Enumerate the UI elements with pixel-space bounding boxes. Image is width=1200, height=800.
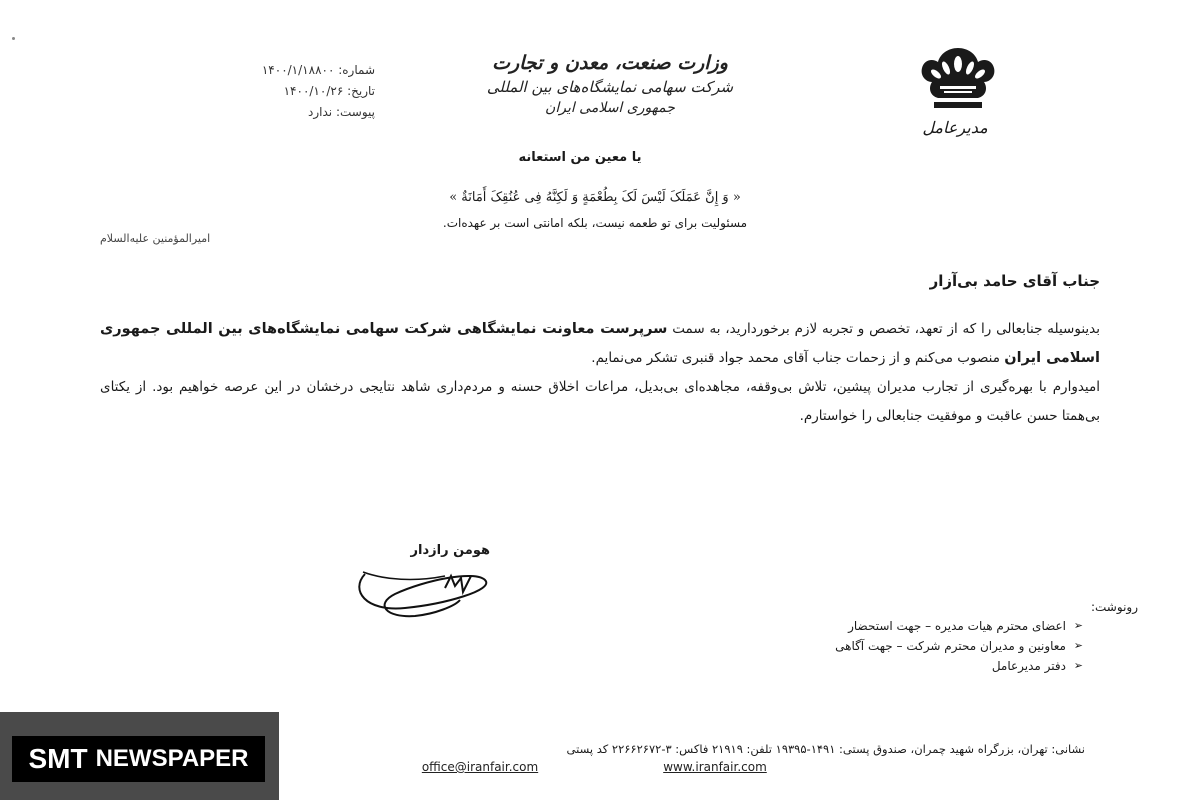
signature-icon [345,560,510,620]
quote-arabic: « وَ إِنَّ عَمَلَکَ لَیْسَ لَکَ بِطُعْمَةٍ وَ لَکِنَّهُ فِی عُنُقِکَ أَمَانَةٌ » [449,190,741,205]
footer-address: نشانی: تهران، بزرگراه شهید چمران، صندوق پستی: ۱۴۹۱-۱۹۳۹۵ تلفن: ۲۱۹۱۹ فاکس: ۳-۲۲۶۶۲۶۷۲ کد پستی [566,742,1085,756]
arrow-icon: ➢ [1073,639,1083,652]
brand-smt: SMT [28,743,88,774]
body-paragraph-2: امیدوارم با بهره‌گیری از تجارب مدیران پیشین، تلاش بی‌وقفه، مجاهده‌ای بی‌بدیل، مراعات اخلاق حسنه و مردم‌داری شاهد نتایجی درخشان در این عرصه خواهیم بود. از یکتای بی‌همتا حسن عاقبت و موفقیت جنابعالی را خواستارم. [100,379,1100,424]
cc-item-text: اعضای محترم هیات مدیره – جهت استحضار [848,619,1066,633]
cc-title: رونوشت: [1090,600,1138,614]
signer-name: هومن رازدار [410,543,490,558]
letterhead [440,52,780,116]
letter-date: تاریخ: ۱۴۰۰/۱۰/۲۶ [283,84,375,98]
brand-logo [12,736,265,782]
country-name: جمهوری اسلامی ایران [545,100,675,116]
ministry-name: وزارت صنعت، معدن و تجارت [492,52,728,74]
footer-email[interactable]: office@iranfair.com [421,760,539,774]
salutation: جناب آقای حامد بی‌آزار [929,272,1100,290]
arrow-icon: ➢ [1073,619,1083,632]
company-name: شرکت سهامی نمایشگاه‌های بین المللی [486,78,734,96]
body-p1-end: منصوب می‌کنم و از زحمات جناب آقای محمد جواد قنبری تشکر می‌نمایم. [591,350,1005,366]
letter-number: شماره: ۱۴۰۰/۱/۱۸۸۰۰ [261,63,375,77]
body-p1-appointment: سرپرست معاونت نمایشگاهی شرکت سهامی نمایشگاه‌های بین المللی جمهوری اسلامی ایران [100,321,1100,366]
arrow-icon: ➢ [1073,659,1083,672]
cc-item [700,636,1138,656]
cc-item [700,656,1138,676]
cc-item [700,616,1138,636]
body-p1-start: بدینوسیله جنابعالی را که از تعهد، تخصص و تجربه لازم برخوردارید، به سمت [667,321,1100,337]
body-paragraph-1 [100,315,1100,373]
cc-item-text: معاونین و مدیران محترم شرکت – جهت آگاهی [835,639,1066,653]
quote-translation: مسئولیت برای تو طعمه نیست، بلکه امانتی است بر عهده‌ات. [442,216,748,230]
invocation: یا معین من استعانه [518,150,642,165]
letter-attachment: پیوست: ندارد [308,105,375,119]
letter-meta [195,60,375,123]
scan-dot [12,37,15,40]
watermark-banner [0,712,279,800]
letter-body [100,315,1100,431]
quote-attribution: امیرالمؤمنین علیه‌السلام [100,232,211,245]
company-logo-icon [918,44,998,114]
brand-newspaper: NEWSPAPER [95,745,249,772]
footer-website[interactable]: www.iranfair.com [663,760,767,774]
ceo-title: مدیرعامل [922,118,988,137]
cc-list [700,600,1138,676]
cc-item-text: دفتر مدیرعامل [991,659,1066,673]
